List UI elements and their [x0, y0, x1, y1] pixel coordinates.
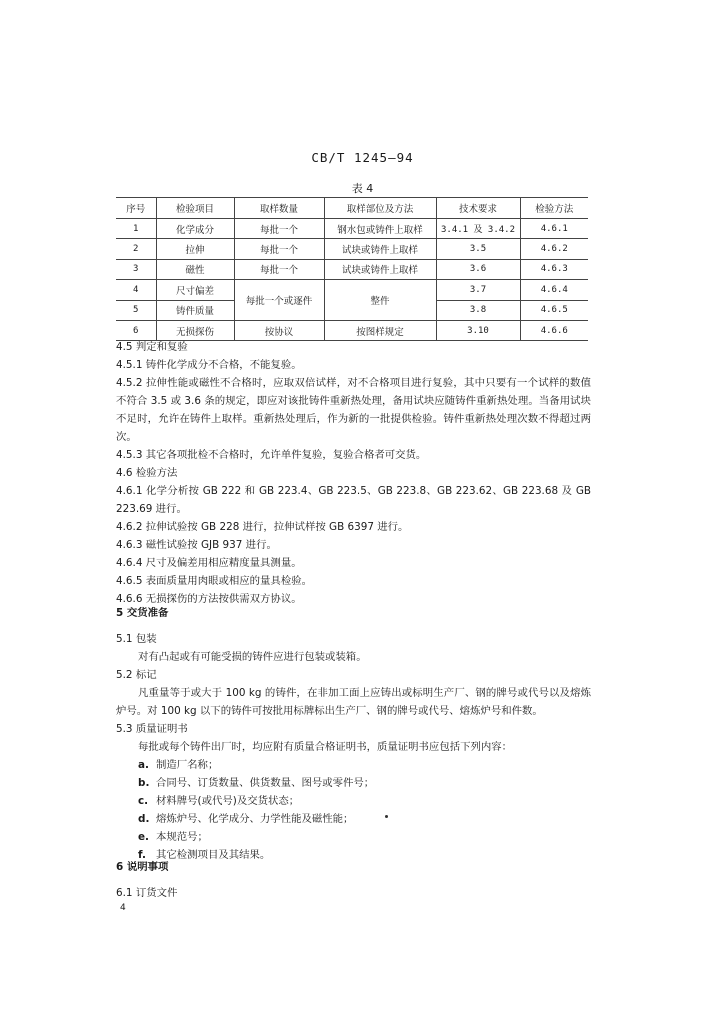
- cell-item: 铸件质量: [156, 300, 234, 320]
- cell-item: 磁性: [156, 259, 234, 279]
- clause-heading: 5.2 标记: [116, 669, 157, 681]
- cell-req: 3.5: [436, 239, 520, 259]
- list-label: e.: [138, 831, 149, 843]
- list-label: a.: [138, 759, 149, 771]
- clause: 4.6.3 磁性试验按 GJB 937 进行。: [116, 539, 277, 551]
- cell-method: 钢水包或铸件上取样: [324, 219, 436, 239]
- cell-test: 4.6.1: [520, 219, 588, 239]
- cell-item: 化学成分: [156, 219, 234, 239]
- clause: 4.5.3 其它各项批检不合格时，允许单件复验，复验合格者可交货。: [116, 449, 427, 461]
- clause: 4.5.2 拉伸性能或磁性不合格时，应取双倍试样，对不合格项目进行复验，其中只要有一个试样的数值不符合 3.5 或 3.6 条的规定，即应对该批铸件重新热处理，备用试块应随铸件重新热处理。当备用试块不足时，允许在铸件上取样。重新热处理后，作为新的一批提供检验。铸件重新热处理次数不得超过两次。: [116, 377, 591, 443]
- cell-method: 按图样规定: [324, 320, 436, 340]
- header-cell: 取样数量: [234, 198, 324, 219]
- cell-no: 1: [116, 219, 156, 239]
- cell-no: 3: [116, 259, 156, 279]
- cell-no: 6: [116, 320, 156, 340]
- header-cell: 技术要求: [436, 198, 520, 219]
- cell-qty: 按协议: [234, 320, 324, 340]
- list-label: c.: [138, 795, 149, 807]
- list-text: 其它检测项目及其结果。: [156, 849, 271, 861]
- clause-heading: 5.1 包装: [116, 633, 157, 645]
- list-item: [116, 756, 591, 774]
- cell-test: 4.6.2: [520, 239, 588, 259]
- section-heading: 5 交货准备: [116, 607, 169, 619]
- header-cell: 序号: [116, 198, 156, 219]
- cell-no: 2: [116, 239, 156, 259]
- clause: 4.6.5 表面质量用肉眼或相应的量具检验。: [116, 575, 312, 587]
- cell-qty: 每批一个: [234, 219, 324, 239]
- table-row: [116, 259, 588, 279]
- cell-req: 3.10: [436, 320, 520, 340]
- list-label: d.: [138, 813, 150, 825]
- cell-qty: 每批一个或逐件: [234, 280, 324, 321]
- table-header-row: [116, 198, 588, 219]
- list-item: [116, 792, 591, 810]
- cell-method: 整件: [324, 280, 436, 321]
- list-text: 合同号、订货数量、供货数量、图号或零件号；: [156, 777, 375, 789]
- cell-item: 拉伸: [156, 239, 234, 259]
- clause-heading: 5.3 质量证明书: [116, 723, 188, 735]
- list-item: [116, 828, 591, 846]
- cell-item: 无损探伤: [156, 320, 234, 340]
- cell-test: 4.6.5: [520, 300, 588, 320]
- header-cell: 检验项目: [156, 198, 234, 219]
- clause: 每批或每个铸件出厂时，均应附有质量合格证明书，质量证明书应包括下列内容：: [138, 741, 513, 753]
- cell-test: 4.6.6: [520, 320, 588, 340]
- table-row: [116, 280, 588, 300]
- cell-method: 试块或铸件上取样: [324, 259, 436, 279]
- cell-req: 3.6: [436, 259, 520, 279]
- list-text: 本规范号；: [156, 831, 208, 843]
- clause-heading: 6.1 订货文件: [116, 887, 178, 899]
- cell-qty: 每批一个: [234, 239, 324, 259]
- cell-test: 4.6.3: [520, 259, 588, 279]
- cell-req: 3.8: [436, 300, 520, 320]
- cell-req: 3.7: [436, 280, 520, 300]
- section-6: [116, 858, 591, 902]
- section-4-continued: [116, 338, 591, 608]
- inspection-table: [116, 197, 588, 341]
- cell-no: 5: [116, 300, 156, 320]
- list-text: 材料牌号(或代号)及交货状态；: [156, 795, 300, 807]
- header-cell: 检验方法: [520, 198, 588, 219]
- clause: 凡重量等于或大于 100 kg 的铸件，在非加工面上应铸出或标明生产厂、钢的牌号或代号以及熔炼炉号。对 100 kg 以下的铸件可按批用标牌标出生产厂、钢的牌号或代号、熔炼炉号和件数。: [116, 687, 591, 717]
- clause: 4.6.4 尺寸及偏差用相应精度量具测量。: [116, 557, 302, 569]
- header-cell: 取样部位及方法: [324, 198, 436, 219]
- list-item: [116, 774, 591, 792]
- cell-test: 4.6.4: [520, 280, 588, 300]
- scan-speck: [385, 815, 388, 818]
- list-text: 熔炼炉号、化学成分、力学性能及磁性能；: [156, 813, 354, 825]
- clause: 对有凸起或有可能受损的铸件应进行包装或装箱。: [138, 651, 367, 663]
- list-text: 制造厂名称；: [156, 759, 219, 771]
- cell-method: 试块或铸件上取样: [324, 239, 436, 259]
- cell-qty: 每批一个: [234, 259, 324, 279]
- page-number: 4: [120, 903, 126, 913]
- standard-code: CB/T 1245—94: [311, 150, 414, 165]
- table-row: [116, 219, 588, 239]
- clause: 4.6.6 无损探伤的方法按供需双方协议。: [116, 593, 302, 605]
- clause: 4.6.1 化学分析按 GB 222 和 GB 223.4、GB 223.5、GB 223.8、GB 223.62、GB 223.68 及 GB 223.69 进行。: [116, 485, 591, 515]
- section-5: [116, 604, 591, 864]
- cell-item: 尺寸偏差: [156, 280, 234, 300]
- table-title: 表 4: [351, 182, 374, 195]
- clause: 4.5.1 铸件化学成分不合格，不能复验。: [116, 359, 302, 371]
- clause: 4.6.2 拉伸试验按 GB 228 进行，拉伸试样按 GB 6397 进行。: [116, 521, 409, 533]
- section-heading: 6 说明事项: [116, 861, 169, 873]
- list-label: b.: [138, 777, 150, 789]
- clause-heading: 4.5 判定和复验: [116, 341, 188, 353]
- clause-heading: 4.6 检验方法: [116, 467, 178, 479]
- table-row: [116, 239, 588, 259]
- cell-req: 3.4.1 及 3.4.2: [436, 219, 520, 239]
- list-label: f.: [138, 849, 146, 861]
- list-item: [116, 810, 591, 828]
- cell-no: 4: [116, 280, 156, 300]
